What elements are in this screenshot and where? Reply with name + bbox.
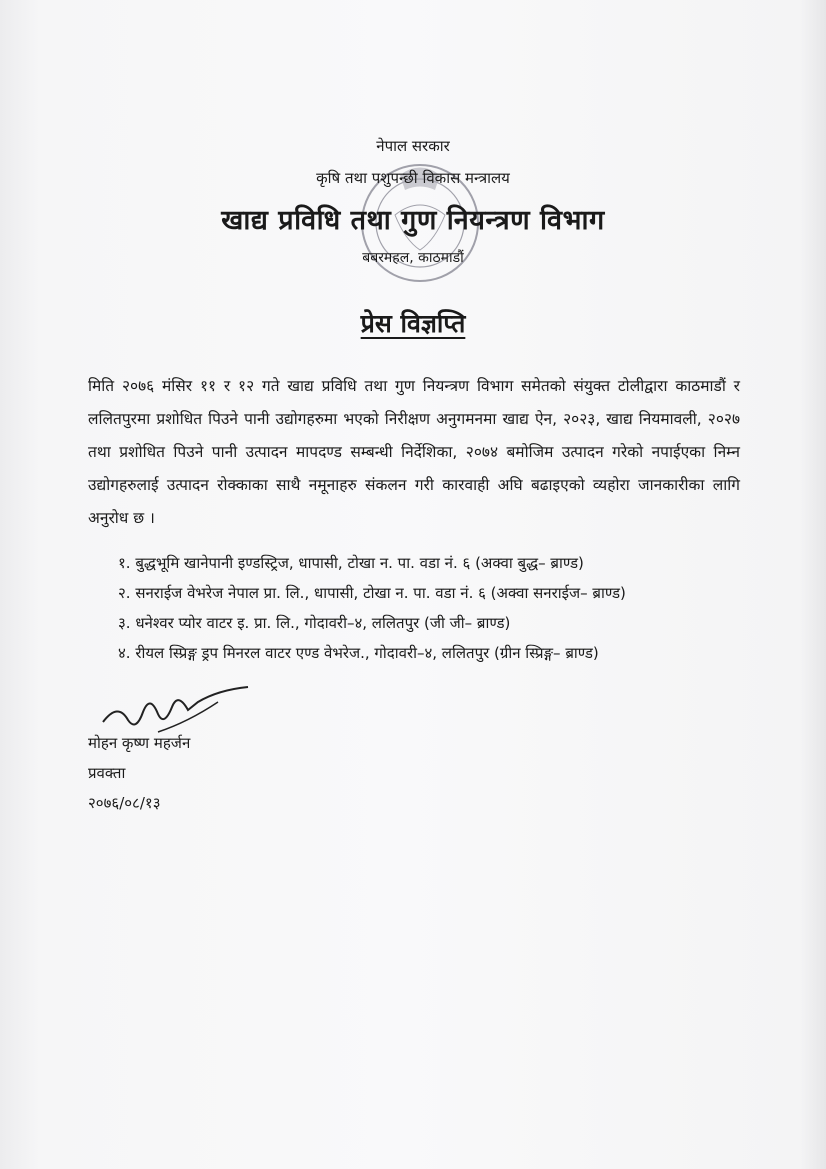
industry-list [118,548,758,668]
signatory-name: मोहन कृष्ण महर्जन [88,734,191,752]
document-title [0,306,826,340]
ministry-name: कृषि तथा पशुपन्छी विकास मन्त्रालय [316,169,510,187]
signatory-role: प्रवक्ता [88,764,126,782]
government-name: नेपाल सरकार [376,137,450,155]
release-date: २०७६/०८/१३ [88,794,161,812]
department-name: खाद्य प्रविधि तथा गुण नियन्त्रण विभाग [221,205,605,236]
list-item: २. सनराईज वेभरेज नेपाल प्रा. लि., धापासी, टोखा न. पा. वडा नं. ६ (अक्वा सनराईज– ब्राण्ड) [118,584,626,602]
document-title-text: प्रेस विज्ञप्ति [360,309,466,338]
department-address: बबरमहल, काठमाडौं [362,250,464,266]
press-release-body: मिति २०७६ मंसिर ११ र १२ गते खाद्य प्रविधि तथा गुण नियन्त्रण विभाग समेतको संयुक्त टोलीद्वारा काठमाडौं र ललितपुरमा प्रशोधित पिउने पानी उद्योगहरुमा भएको निरीक्षण अनुगमनमा खाद्य ऐन, २०२३, खाद्य नियमावली, २०२७ तथा प्रशोधित पिउने पानी उत्पादन मापदण्ड सम्बन्धी निर्देशिका, २०७४ बमोजिम उत्पादन गरेको नपाईएका निम्न उद्योगहरुलाई उत्पादन रोक्काका साथै नमूनाहरु संकलन गरी कारवाही अघि बढाइएको व्यहोरा जानकारीका लागि अनुरोध छ । [88,377,741,527]
signatory-block [88,728,190,818]
list-item: ४. रीयल स्प्रिङ्ग ड्रप मिनरल वाटर एण्ड वेभरेज., गोदावरी–४, ललितपुर (ग्रीन स्प्रिङ्ग– ब्राण्ड) [118,644,599,662]
list-item: १. बुद्धभूमि खानेपानी इण्डस्ट्रिज, धापासी, टोखा न. पा. वडा नं. ६ (अक्वा बुद्ध– ब्राण्ड) [118,554,584,572]
list-item: ३. धनेश्वर प्योर वाटर इ. प्रा. लि., गोदावरी–४, ललितपुर (जी जी– ब्राण्ड) [118,614,511,632]
